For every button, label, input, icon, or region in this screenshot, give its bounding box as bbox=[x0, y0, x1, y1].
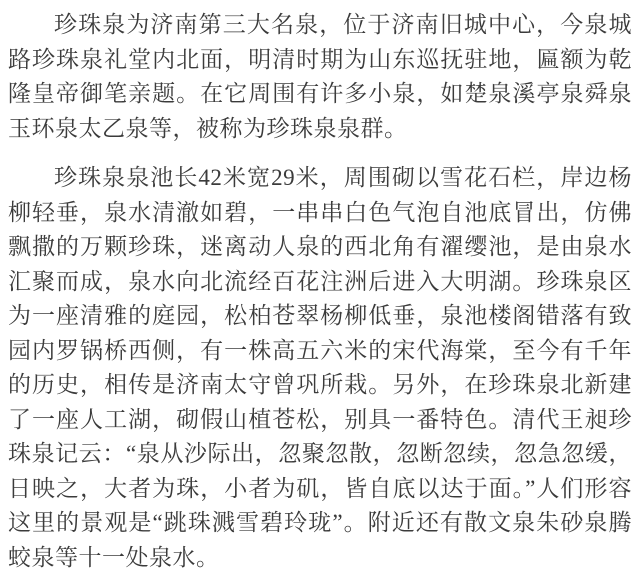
paragraph-intro: 珍珠泉为济南第三大名泉，位于济南旧城中心，今泉城路珍珠泉礼堂内北面，明清时期为山东巡抚驻地，匾额为乾隆皇帝御笔亲题。在它周围有许多小泉，如楚泉溪亭泉舜泉玉环泉太乙泉等，被称为珍珠泉泉群。 bbox=[8, 12, 632, 141]
paragraph-description: 珍珠泉泉池长42米宽29米，周围砌以雪花石栏，岸边杨柳轻垂，泉水清澈如碧，一串串白色气泡自池底冒出，仿佛飘撒的万颗珍珠，迷离动人泉的西北角有濯缨池，是由泉水汇聚而成，泉水向北流经百花注洲后进入大明湖。珍珠泉区为一座清雅的庭园，松柏苍翠杨柳低垂，泉池楼阁错落有致园内罗锅桥西侧，有一株高五六米的宋代海棠，至今有千年的历史，相传是济南太守曾巩所栽。另外，在珍珠泉北新建了一座人工湖，砌假山植苍松，别具一番特色。清代王昶珍珠泉记云：“泉从沙际出，忽聚忽散，忽断忽续，忽急忽缓，日映之，大者为珠，小者为矶，皆自底以达于面。”人们形容这里的景观是“跳珠溅雪碧玲珑”。附近还有散文泉朱砂泉腾蛟泉等十一处泉水。 bbox=[8, 165, 632, 570]
